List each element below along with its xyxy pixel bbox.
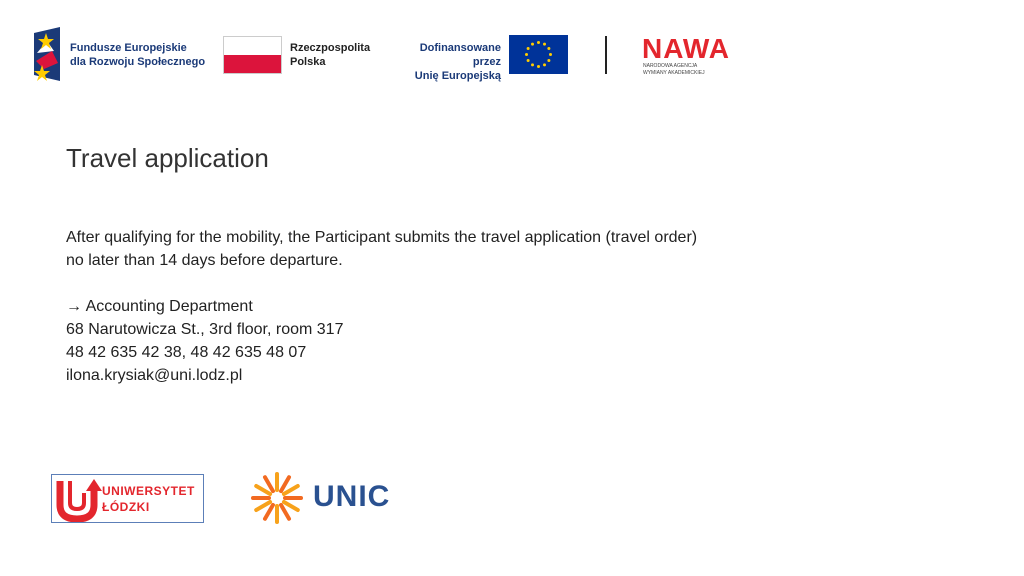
contact-phones: 48 42 635 42 38, 48 42 635 48 07: [66, 344, 307, 361]
ul-line1: UNIWERSYTET: [102, 484, 195, 498]
pl-line1: Rzeczpospolita: [290, 42, 371, 54]
eu-star-icon: [547, 59, 550, 62]
unic-mark-icon: [250, 471, 304, 525]
ul-logo-text: [102, 483, 195, 515]
rzeczpospolita-text: [290, 41, 370, 69]
eu-star-icon: [537, 41, 540, 44]
eu-line2: Unię Europejską: [414, 70, 501, 82]
eu-flag-icon: [509, 35, 568, 74]
unic-logo-text: UNIC: [313, 480, 391, 513]
logo-divider: [605, 36, 607, 74]
nawa-name: NAWA: [642, 33, 730, 64]
unic-ray-icon: [265, 505, 273, 519]
eu-star-icon: [527, 47, 530, 50]
eu-star-icon: [547, 47, 550, 50]
unic-ray-icon: [281, 477, 289, 491]
slide-title: Travel application: [66, 143, 269, 173]
eu-star-icon: [543, 43, 546, 46]
eu-star-icon: [543, 63, 546, 66]
paragraph-line-1: After qualifying for the mobility, the Participant submits the travel application (travel order): [66, 229, 698, 246]
eu-funding-text: [393, 41, 501, 83]
eu-star-icon: [549, 53, 552, 56]
eu-star-icon: [531, 63, 534, 66]
eu-star-icon: [527, 59, 530, 62]
contact-address: 68 Narutowicza St., 3rd floor, room 317: [66, 321, 344, 338]
fe-logo-text: [70, 41, 205, 69]
nawa-logo: [642, 32, 742, 76]
unic-ray-icon: [281, 505, 289, 519]
ul-line2: ŁÓDZKI: [102, 500, 150, 514]
pl-line2: Polska: [290, 56, 326, 68]
nawa-sub1: NARODOWA AGENCJA: [643, 63, 698, 69]
unic-ray-icon: [256, 486, 270, 494]
eu-line1: Dofinansowane przez: [419, 42, 501, 68]
unic-ray-icon: [284, 486, 298, 494]
unic-ray-icon: [265, 477, 273, 491]
fe-line2: dla Rozwoju Społecznego: [70, 56, 206, 68]
nawa-sub2: WYMIANY AKADEMICKIEJ: [643, 70, 705, 76]
eu-star-icon: [531, 43, 534, 46]
ul-mark-icon: [52, 475, 102, 522]
eu-star-icon: [525, 53, 528, 56]
polish-flag-icon: [223, 36, 282, 74]
unic-ray-icon: [284, 502, 298, 510]
contact-email: ilona.krysiak@uni.lodz.pl: [66, 367, 243, 384]
eu-star-icon: [537, 65, 540, 68]
unic-ray-icon: [256, 502, 270, 510]
paragraph-line-2: no later than 14 days before departure.: [66, 252, 343, 269]
contact-department: → Accounting Department: [66, 298, 253, 315]
fe-line1: Fundusze Europejskie: [70, 42, 187, 54]
